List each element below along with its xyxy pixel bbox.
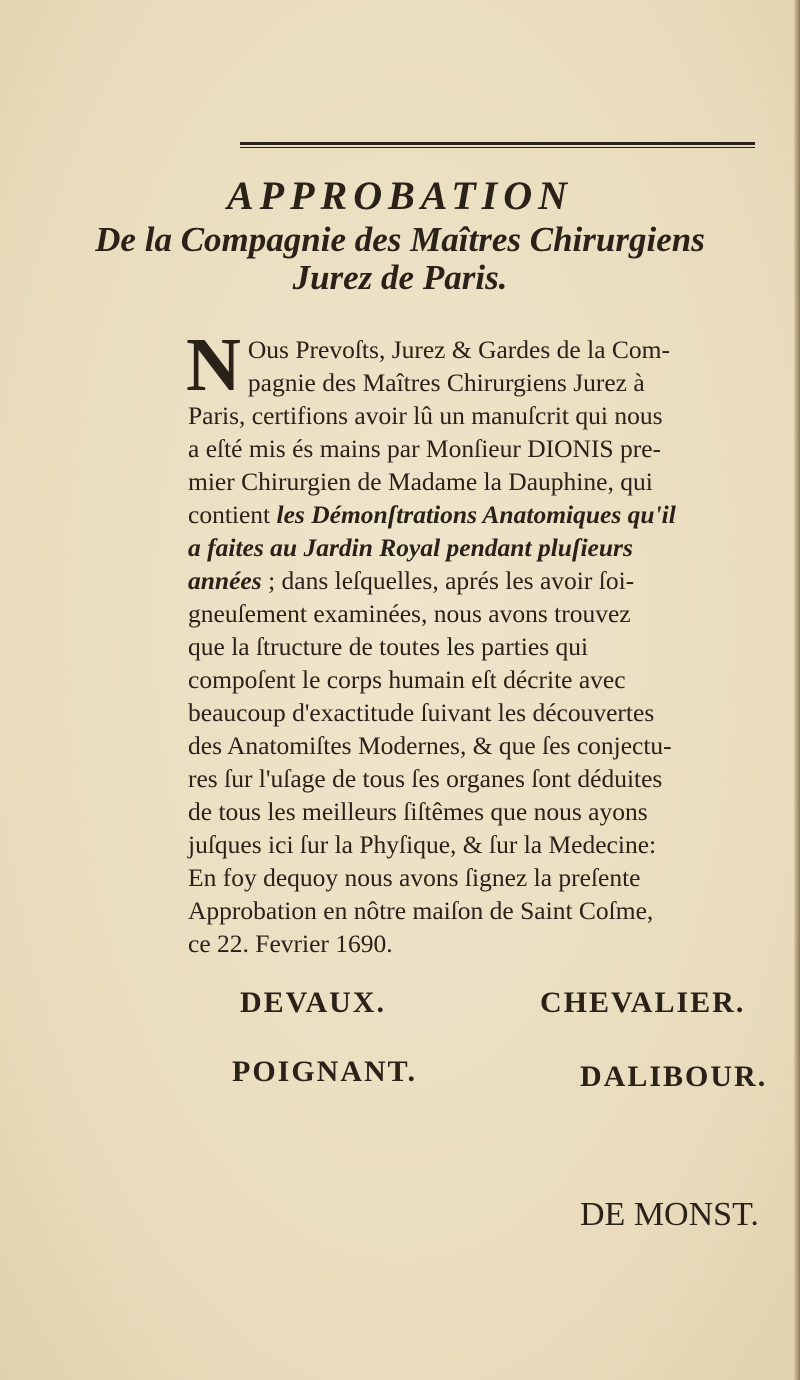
text-line: compoſent le corps humain eſt décrite avec — [188, 665, 626, 694]
text-line: En foy dequoy nous avons ſignez la preſente — [188, 863, 641, 892]
text-line: a faites au Jardin Royal pendant pluſieurs — [188, 533, 633, 562]
signature-poignant: POIGNANT. — [232, 1055, 417, 1088]
text-line — [188, 498, 788, 531]
text-line — [188, 564, 788, 597]
italic-text: années — [188, 566, 262, 595]
approbation-text — [186, 323, 788, 960]
subtitle-line-2: Jurez de Paris. — [292, 258, 508, 297]
text-line: beaucoup d'exactitude ſuivant les découvertes — [188, 698, 655, 727]
text-line: juſques ici ſur la Phyſique, & ſur la Medecine: — [188, 830, 657, 859]
text-line: mier Chirurgien de Madame la Dauphine, qui — [188, 467, 653, 496]
signature-devaux: DEVAUX. — [240, 986, 386, 1019]
catchword: DE MONST. — [580, 1196, 759, 1233]
text-line: Ous Prevoſts, Jurez & Gardes de la Com- — [247, 335, 670, 364]
text-line: gneuſement examinées, nous avons trouvez — [188, 599, 631, 628]
text-line: des Anatomiſtes Modernes, & que ſes conjectu- — [188, 731, 672, 760]
subtitle-line-1: De la Compagnie des Maîtres Chirurgiens — [95, 220, 705, 259]
signature-chevalier: CHEVALIER. — [540, 986, 746, 1019]
drop-cap: N — [186, 323, 241, 407]
text-line: Paris, certifions avoir lû un manuſcrit qui nous — [188, 401, 663, 430]
text-line: res ſur l'uſage de tous ſes organes ſont déduites — [188, 764, 663, 793]
page-title: APPROBATION — [226, 173, 574, 218]
text-line-part: contient — [188, 500, 271, 529]
italic-title-text: les Démonſtrations Anatomiques qu'il — [276, 500, 676, 529]
text-line: Approbation en nôtre maiſon de Saint Coſme, — [188, 896, 654, 925]
text-line: de tous les meilleurs ſiſtêmes que nous ayons — [188, 797, 648, 826]
text-line: pagnie des Maîtres Chirurgiens Jurez à — [247, 368, 645, 397]
top-rule — [240, 142, 755, 145]
signature-dalibour: DALIBOUR. — [580, 1060, 768, 1093]
text-line: a eſté mis és mains par Monſieur DIONIS pre- — [188, 434, 662, 463]
text-line: ce 22. Fevrier 1690. — [188, 929, 393, 958]
text-line: que la ſtructure de toutes les parties qui — [188, 632, 589, 661]
text-line-part: ; dans leſquelles, aprés les avoir ſoi- — [268, 566, 635, 595]
top-rule-thin — [240, 147, 755, 148]
